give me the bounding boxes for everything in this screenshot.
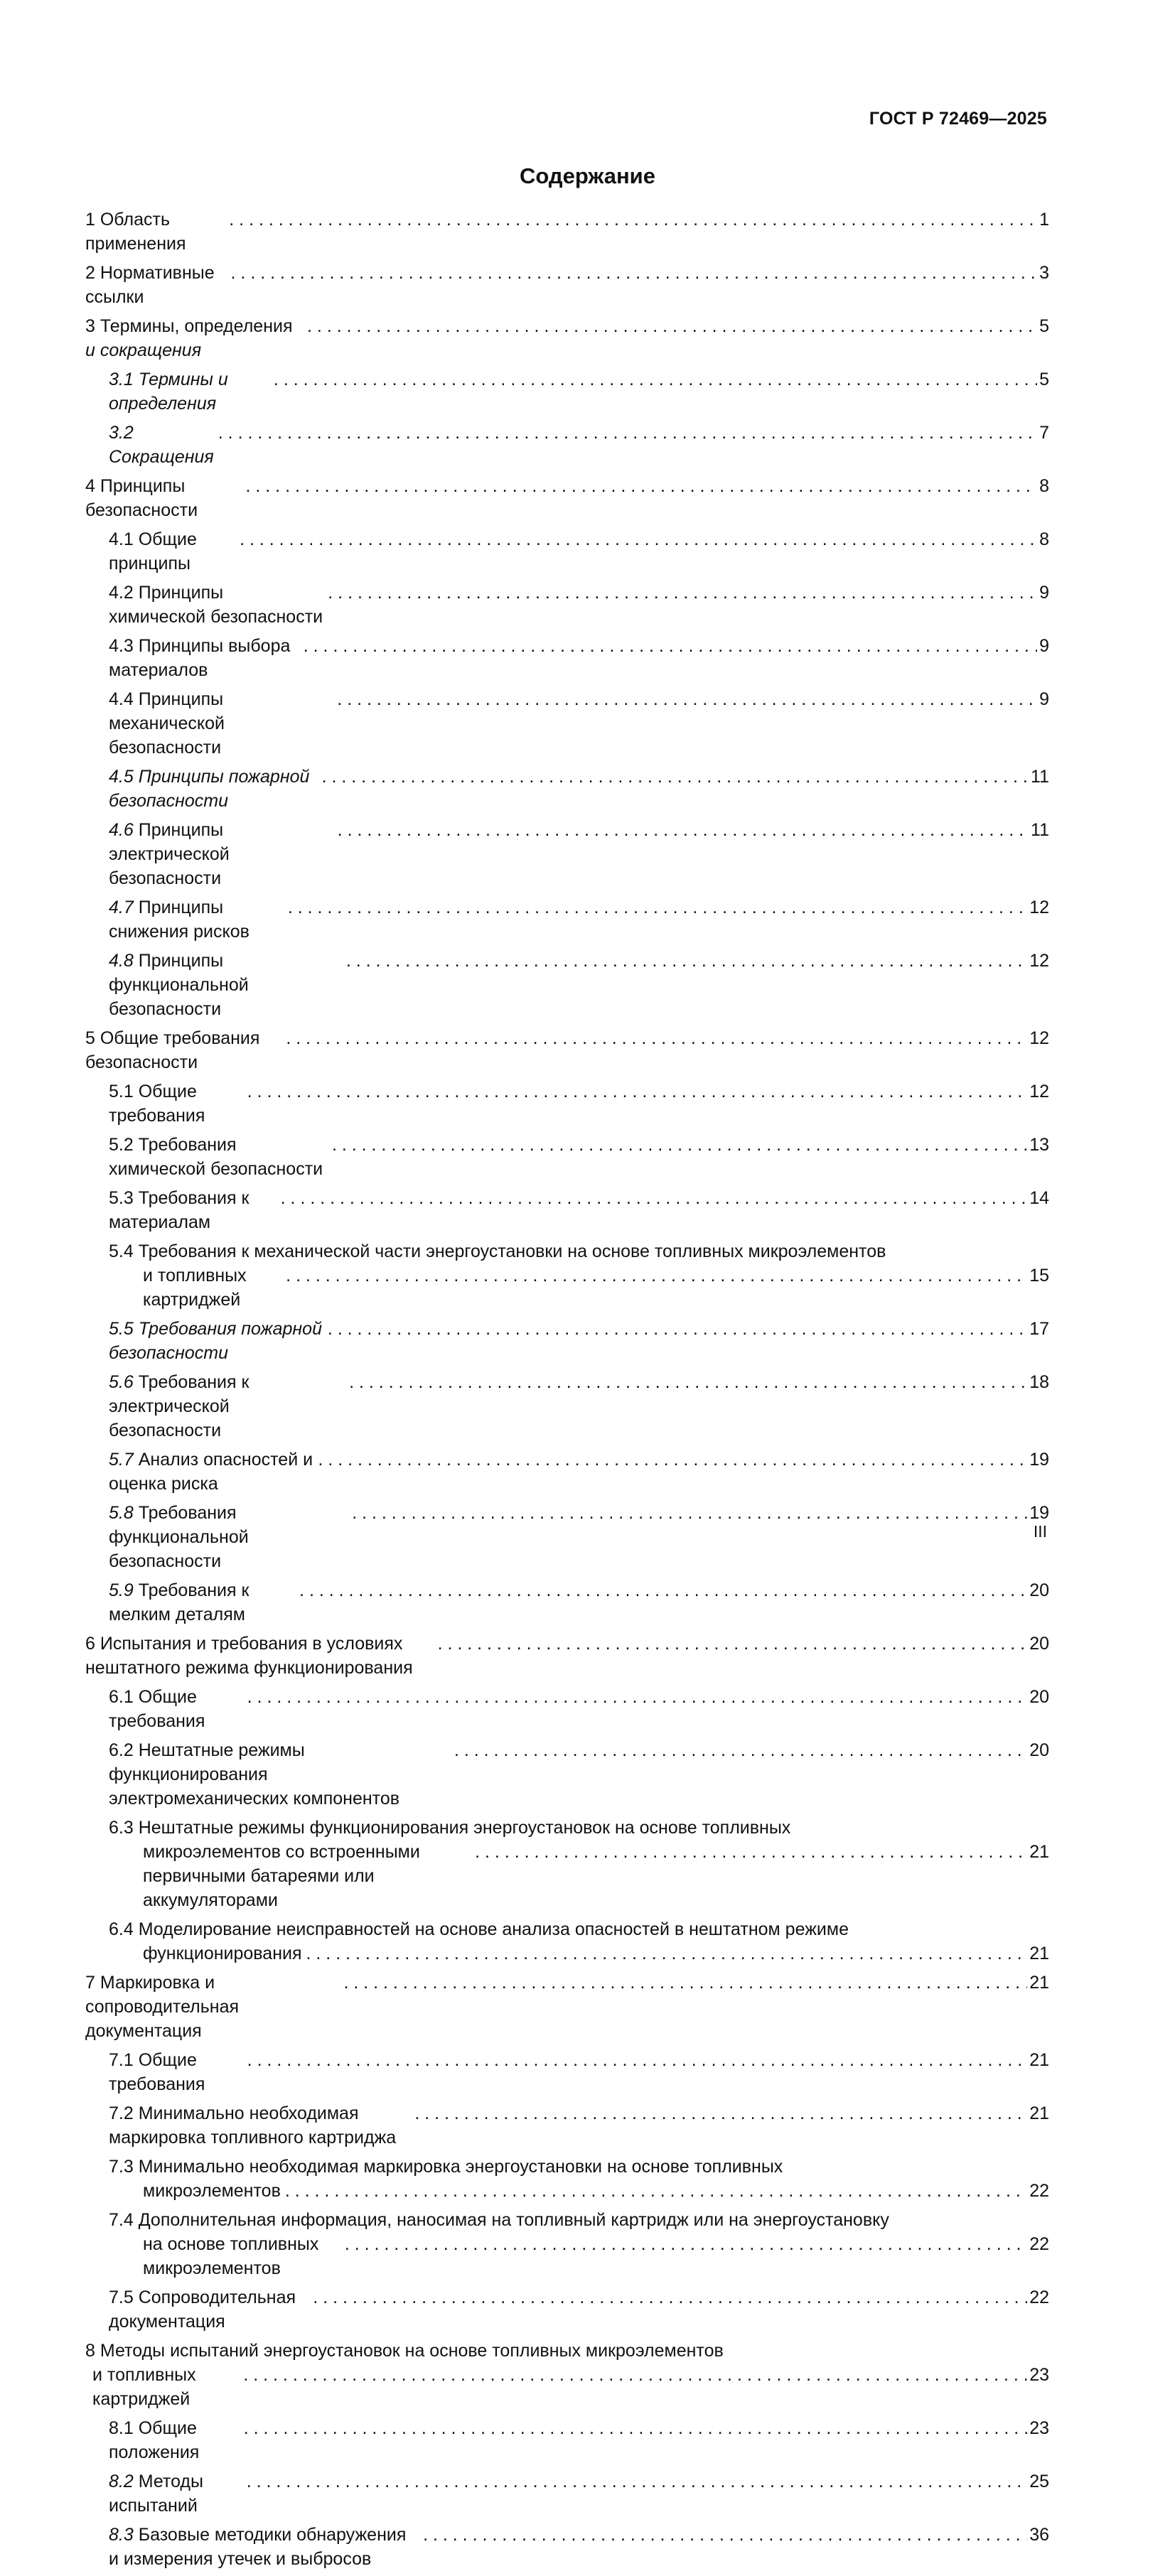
toc-entry-title: Нештатные режимы функционирования энергоустановок на основе топливных — [138, 1818, 791, 1838]
toc-entry-page: 18 — [1029, 1372, 1049, 1392]
toc-entry[interactable] — [109, 1685, 1049, 1733]
toc-entry-number: 1 — [85, 210, 95, 230]
toc-entry-title: и топливных картриджей — [92, 2365, 196, 2409]
toc-entry-number: 4.1 — [109, 529, 134, 549]
dot-leader — [286, 1263, 1027, 1288]
toc-entry-number: 5.6 — [109, 1372, 134, 1392]
toc-entry-title: Нештатные режимы функционирования электромеханических компонентов — [109, 1740, 400, 1809]
toc-entry[interactable] — [109, 1578, 1049, 1627]
toc-entry[interactable] — [109, 421, 1049, 469]
toc-entry-page: 12 — [1029, 898, 1049, 917]
toc-entry[interactable] — [85, 314, 1049, 362]
toc-entry-page: 1 — [1039, 210, 1049, 230]
toc-entry-title: Моделирование неисправностей на основе анализа опасностей в нештатном режиме — [138, 1919, 849, 1939]
toc-entry-page: 5 — [1039, 316, 1049, 336]
toc-entry[interactable] — [109, 1501, 1049, 1573]
toc-entry-page: 12 — [1029, 951, 1049, 971]
toc-entry[interactable] — [109, 2155, 1049, 2203]
toc-entry-number: 8.3 — [109, 2525, 134, 2545]
toc-entry-title: Требования химической безопасности — [109, 1135, 323, 1179]
toc-entry-number: 8.1 — [109, 2418, 134, 2438]
toc-entry-title: микроэлементов со встроенными первичными батареями или аккумуляторами — [143, 1842, 420, 1910]
toc-entry[interactable] — [85, 1026, 1049, 1074]
toc-entry-number: 4.4 — [109, 689, 134, 709]
page-title: Содержание — [520, 163, 655, 188]
dot-leader — [337, 687, 1037, 711]
toc-entry-number: 5.2 — [109, 1135, 134, 1155]
toc-entry-number: 5.7 — [109, 1450, 134, 1470]
toc-entry-page: 36 — [1029, 2525, 1049, 2545]
dot-leader — [307, 314, 1037, 338]
toc-entry-title: Принципы химической безопасности — [109, 583, 323, 627]
dot-leader — [274, 367, 1037, 392]
dot-leader — [247, 1079, 1028, 1104]
toc-entry[interactable] — [109, 1239, 1049, 1312]
toc-entry-title: Испытания и требования в условиях нештатного режима функционирования — [85, 1634, 413, 1678]
dot-leader — [454, 1738, 1027, 1762]
toc-entry-page: 23 — [1029, 2365, 1049, 2385]
toc-entry-title: Принципы функциональной безопасности — [109, 951, 249, 1019]
toc-entry-number: 2 — [85, 263, 95, 283]
toc-entry-page: 21 — [1029, 2103, 1049, 2123]
toc-entry[interactable] — [109, 1738, 1049, 1811]
toc-entry[interactable] — [85, 208, 1049, 256]
toc-entry[interactable] — [85, 261, 1049, 309]
toc-entry[interactable] — [109, 949, 1049, 1021]
toc-entry-title: Методы испытаний — [109, 2472, 203, 2516]
toc-entry-number: 6.1 — [109, 1687, 134, 1707]
toc-entry-number: 6.2 — [109, 1740, 134, 1760]
toc-entry[interactable] — [109, 2285, 1049, 2334]
toc-entry[interactable] — [109, 1370, 1049, 1443]
page-number: III — [1033, 1522, 1047, 1541]
toc-entry[interactable] — [109, 2048, 1049, 2096]
toc-entry-number: 4.8 — [109, 951, 134, 971]
toc-entry[interactable] — [109, 1448, 1049, 1496]
dot-leader — [281, 1186, 1028, 1210]
dot-leader — [286, 1026, 1027, 1050]
toc-entry-page: 21 — [1029, 1842, 1049, 1862]
dot-leader — [299, 1578, 1027, 1602]
toc-entry-title: Общие требования — [109, 2050, 205, 2094]
toc-entry[interactable] — [109, 367, 1049, 416]
toc-entry-page: 9 — [1039, 583, 1049, 603]
dot-leader — [414, 2101, 1027, 2125]
toc-entry-page: 5 — [1039, 370, 1049, 389]
toc-entry[interactable] — [109, 581, 1049, 629]
dot-leader — [285, 2179, 1027, 2203]
toc-entry-title: Принципы механической безопасности — [109, 689, 225, 758]
toc-entry[interactable] — [109, 2208, 1049, 2280]
toc-entry-number: 3 — [85, 316, 95, 336]
toc-entry-title: Нормативные ссылки — [85, 263, 215, 307]
toc-entry-title: Область применения — [85, 210, 186, 254]
toc-entry[interactable] — [109, 1317, 1049, 1365]
toc-entry-number: 7.1 — [109, 2050, 134, 2070]
toc-entry-number: 4.2 — [109, 583, 134, 603]
toc-entry[interactable] — [85, 474, 1049, 522]
toc-entry-page: 15 — [1029, 1266, 1049, 1286]
dot-leader — [328, 581, 1037, 605]
toc-entry-title: Принципы пожарной безопасности — [109, 767, 310, 811]
toc-entry-page: 20 — [1029, 1687, 1049, 1707]
toc-entry-title: на основе топливных микроэлементов — [143, 2234, 319, 2278]
toc-entry-page: 7 — [1039, 423, 1049, 443]
toc-entry-number: 7.5 — [109, 2287, 134, 2307]
toc-entry[interactable] — [109, 1133, 1049, 1181]
toc-entry-title: Термины, определения и сокращения — [85, 316, 293, 360]
toc-entry-title: Требования к мелким деталям — [109, 1580, 250, 1624]
toc-entry-title: Общие требования — [109, 1082, 205, 1126]
dot-leader — [240, 527, 1037, 551]
toc-entry-number: 4.7 — [109, 898, 134, 917]
toc-entry-title: Требования функциональной безопасности — [109, 1503, 249, 1571]
toc-entry-page: 23 — [1029, 2418, 1049, 2438]
dot-leader — [218, 421, 1037, 445]
toc-entry-number: 4 — [85, 476, 95, 496]
toc-entry-title: Принципы электрической безопасности — [109, 820, 230, 888]
toc-entry-title: Минимально необходимая маркировка энергоустановки на основе топливных — [138, 2157, 783, 2177]
toc-entry-number: 4.6 — [109, 820, 134, 840]
toc-entry-number: 8 — [85, 2341, 95, 2361]
toc-entry-number: 4.5 — [109, 767, 134, 787]
toc-entry-title: Общие требования безопасности — [85, 1028, 260, 1072]
toc-entry[interactable] — [109, 1816, 1049, 1912]
toc-entry[interactable] — [109, 687, 1049, 760]
table-of-contents — [85, 208, 1049, 2576]
dot-leader — [229, 208, 1037, 232]
toc-entry-number: 5.9 — [109, 1580, 134, 1600]
toc-entry-page: 25 — [1029, 2472, 1049, 2491]
dot-leader — [246, 474, 1038, 498]
toc-entry-title: Принципы выбора материалов — [109, 636, 291, 680]
toc-entry-number: 5.1 — [109, 1082, 134, 1101]
toc-entry-page: 13 — [1029, 1135, 1049, 1155]
toc-entry-page: 20 — [1029, 1740, 1049, 1760]
dot-leader — [247, 2048, 1028, 2072]
toc-entry-title: Требования пожарной безопасности — [109, 1319, 322, 1363]
dot-leader — [304, 634, 1037, 658]
toc-entry-page: 20 — [1029, 1634, 1049, 1654]
toc-entry-page: 21 — [1029, 1944, 1049, 1963]
toc-entry-title: Дополнительная информация, наносимая на топливный картридж или на энергоустановку — [138, 2210, 889, 2230]
dot-leader — [247, 1685, 1028, 1709]
toc-entry[interactable] — [109, 2469, 1049, 2518]
toc-entry-title: Требования к механической части энергоустановки на основе топливных микроэлементов — [138, 1241, 886, 1261]
toc-entry-page: 19 — [1029, 1450, 1049, 1470]
toc-entry-number: 3.1 — [109, 370, 134, 389]
toc-entry-number: 5.3 — [109, 1188, 134, 1208]
toc-entry-page: 22 — [1029, 2234, 1049, 2254]
toc-entry-title: Маркировка и сопроводительная документация — [85, 1973, 240, 2041]
toc-entry-page: 20 — [1029, 1580, 1049, 1600]
dot-leader — [438, 1632, 1028, 1656]
toc-entry-page: 9 — [1039, 689, 1049, 709]
toc-entry-number: 7.2 — [109, 2103, 134, 2123]
dot-leader — [475, 1840, 1027, 1864]
toc-entry[interactable] — [109, 765, 1049, 813]
toc-entry-title: Анализ опасностей и оценка риска — [109, 1450, 313, 1494]
toc-entry[interactable] — [109, 2523, 1049, 2571]
toc-entry-page: 12 — [1029, 1028, 1049, 1048]
dot-leader — [288, 895, 1027, 920]
dot-leader — [338, 818, 1029, 842]
toc-entry[interactable] — [109, 1917, 1049, 1966]
toc-entry[interactable] — [109, 527, 1049, 576]
toc-entry-number: 4.3 — [109, 636, 134, 656]
document-code: ГОСТ Р 72469—2025 — [869, 109, 1047, 129]
toc-entry-number: 6.4 — [109, 1919, 134, 1939]
toc-entry-page: 11 — [1031, 767, 1049, 787]
dot-leader — [247, 2469, 1027, 2494]
toc-entry-number: 7 — [85, 1973, 95, 1993]
dot-leader — [349, 1370, 1027, 1394]
toc-entry[interactable] — [109, 1186, 1049, 1234]
toc-entry[interactable] — [85, 2339, 1049, 2411]
dot-leader — [423, 2523, 1027, 2547]
toc-entry-page: 22 — [1029, 2181, 1049, 2201]
toc-entry-number: 6 — [85, 1634, 95, 1654]
toc-entry[interactable] — [109, 1079, 1049, 1128]
toc-entry-page: 19 — [1029, 1503, 1049, 1523]
toc-entry-number: 8.2 — [109, 2472, 134, 2491]
dot-leader — [345, 2232, 1027, 2256]
toc-entry-page: 3 — [1039, 263, 1049, 283]
dot-leader — [346, 949, 1027, 973]
toc-entry-page: 14 — [1029, 1188, 1049, 1208]
toc-entry-number: 5.5 — [109, 1319, 134, 1339]
toc-entry[interactable] — [109, 2101, 1049, 2150]
toc-entry-title: Сокращения — [109, 447, 214, 467]
toc-entry-title: Базовые методики обнаружения и измерения утечек и выбросов — [109, 2525, 407, 2569]
toc-entry-title: Требования к электрической безопасности — [109, 1372, 250, 1440]
toc-entry-number: 7.4 — [109, 2210, 134, 2230]
toc-entry-title: и топливных картриджей — [143, 1266, 247, 1310]
toc-entry-page: 11 — [1031, 820, 1049, 840]
toc-entry-page: 22 — [1029, 2287, 1049, 2307]
toc-entry-title: микроэлементов — [143, 2181, 281, 2201]
toc-entry-page: 21 — [1029, 2050, 1049, 2070]
toc-entry-title: Сопроводительная документация — [109, 2287, 296, 2332]
toc-entry[interactable] — [109, 634, 1049, 682]
toc-entry-title: Общие принципы — [109, 529, 197, 573]
toc-entry[interactable] — [85, 1971, 1049, 2043]
toc-entry-page: 9 — [1039, 636, 1049, 656]
dot-leader — [243, 2363, 1027, 2387]
toc-entry-page: 17 — [1029, 1319, 1049, 1339]
toc-entry[interactable] — [109, 895, 1049, 944]
toc-entry-number: 5.8 — [109, 1503, 134, 1523]
toc-entry-number: 7.3 — [109, 2157, 134, 2177]
toc-entry[interactable] — [85, 1632, 1049, 1680]
toc-entry-title: Принципы безопасности — [85, 476, 198, 520]
dot-leader — [318, 1448, 1027, 1472]
toc-entry-title: Минимально необходимая маркировка топливного картриджа — [109, 2103, 397, 2147]
toc-entry-title: Общие требования — [109, 1687, 205, 1731]
toc-entry-number: 5.4 — [109, 1241, 134, 1261]
toc-entry-page: 8 — [1039, 476, 1049, 496]
toc-entry-page: 8 — [1039, 529, 1049, 549]
toc-entry-number: 6.3 — [109, 1818, 134, 1838]
toc-entry-title: функционирования — [143, 1944, 302, 1963]
dot-leader — [306, 1941, 1028, 1966]
dot-leader — [322, 765, 1029, 789]
dot-leader — [244, 2416, 1027, 2440]
toc-entry-page: 12 — [1029, 1082, 1049, 1101]
toc-entry-title: Принципы снижения рисков — [109, 898, 250, 942]
toc-entry-page: 21 — [1029, 1973, 1049, 1993]
toc-entry-title: Требования к материалам — [109, 1188, 250, 1232]
toc-entry-number: 5 — [85, 1028, 95, 1048]
toc-entry-title: Методы испытаний энергоустановок на основе топливных микроэлементов — [100, 2341, 724, 2361]
dot-leader — [313, 2285, 1027, 2310]
toc-entry[interactable] — [109, 818, 1049, 890]
toc-entry[interactable] — [109, 2416, 1049, 2464]
toc-entry-number: 3.2 — [109, 423, 134, 443]
toc-entry-title: Термины и определения — [109, 370, 228, 414]
dot-leader — [328, 1317, 1027, 1341]
dot-leader — [343, 1971, 1027, 1995]
toc-entry-title: Общие положения — [109, 2418, 200, 2462]
dot-leader — [352, 1501, 1027, 1525]
dot-leader — [332, 1133, 1027, 1157]
dot-leader — [231, 261, 1038, 285]
